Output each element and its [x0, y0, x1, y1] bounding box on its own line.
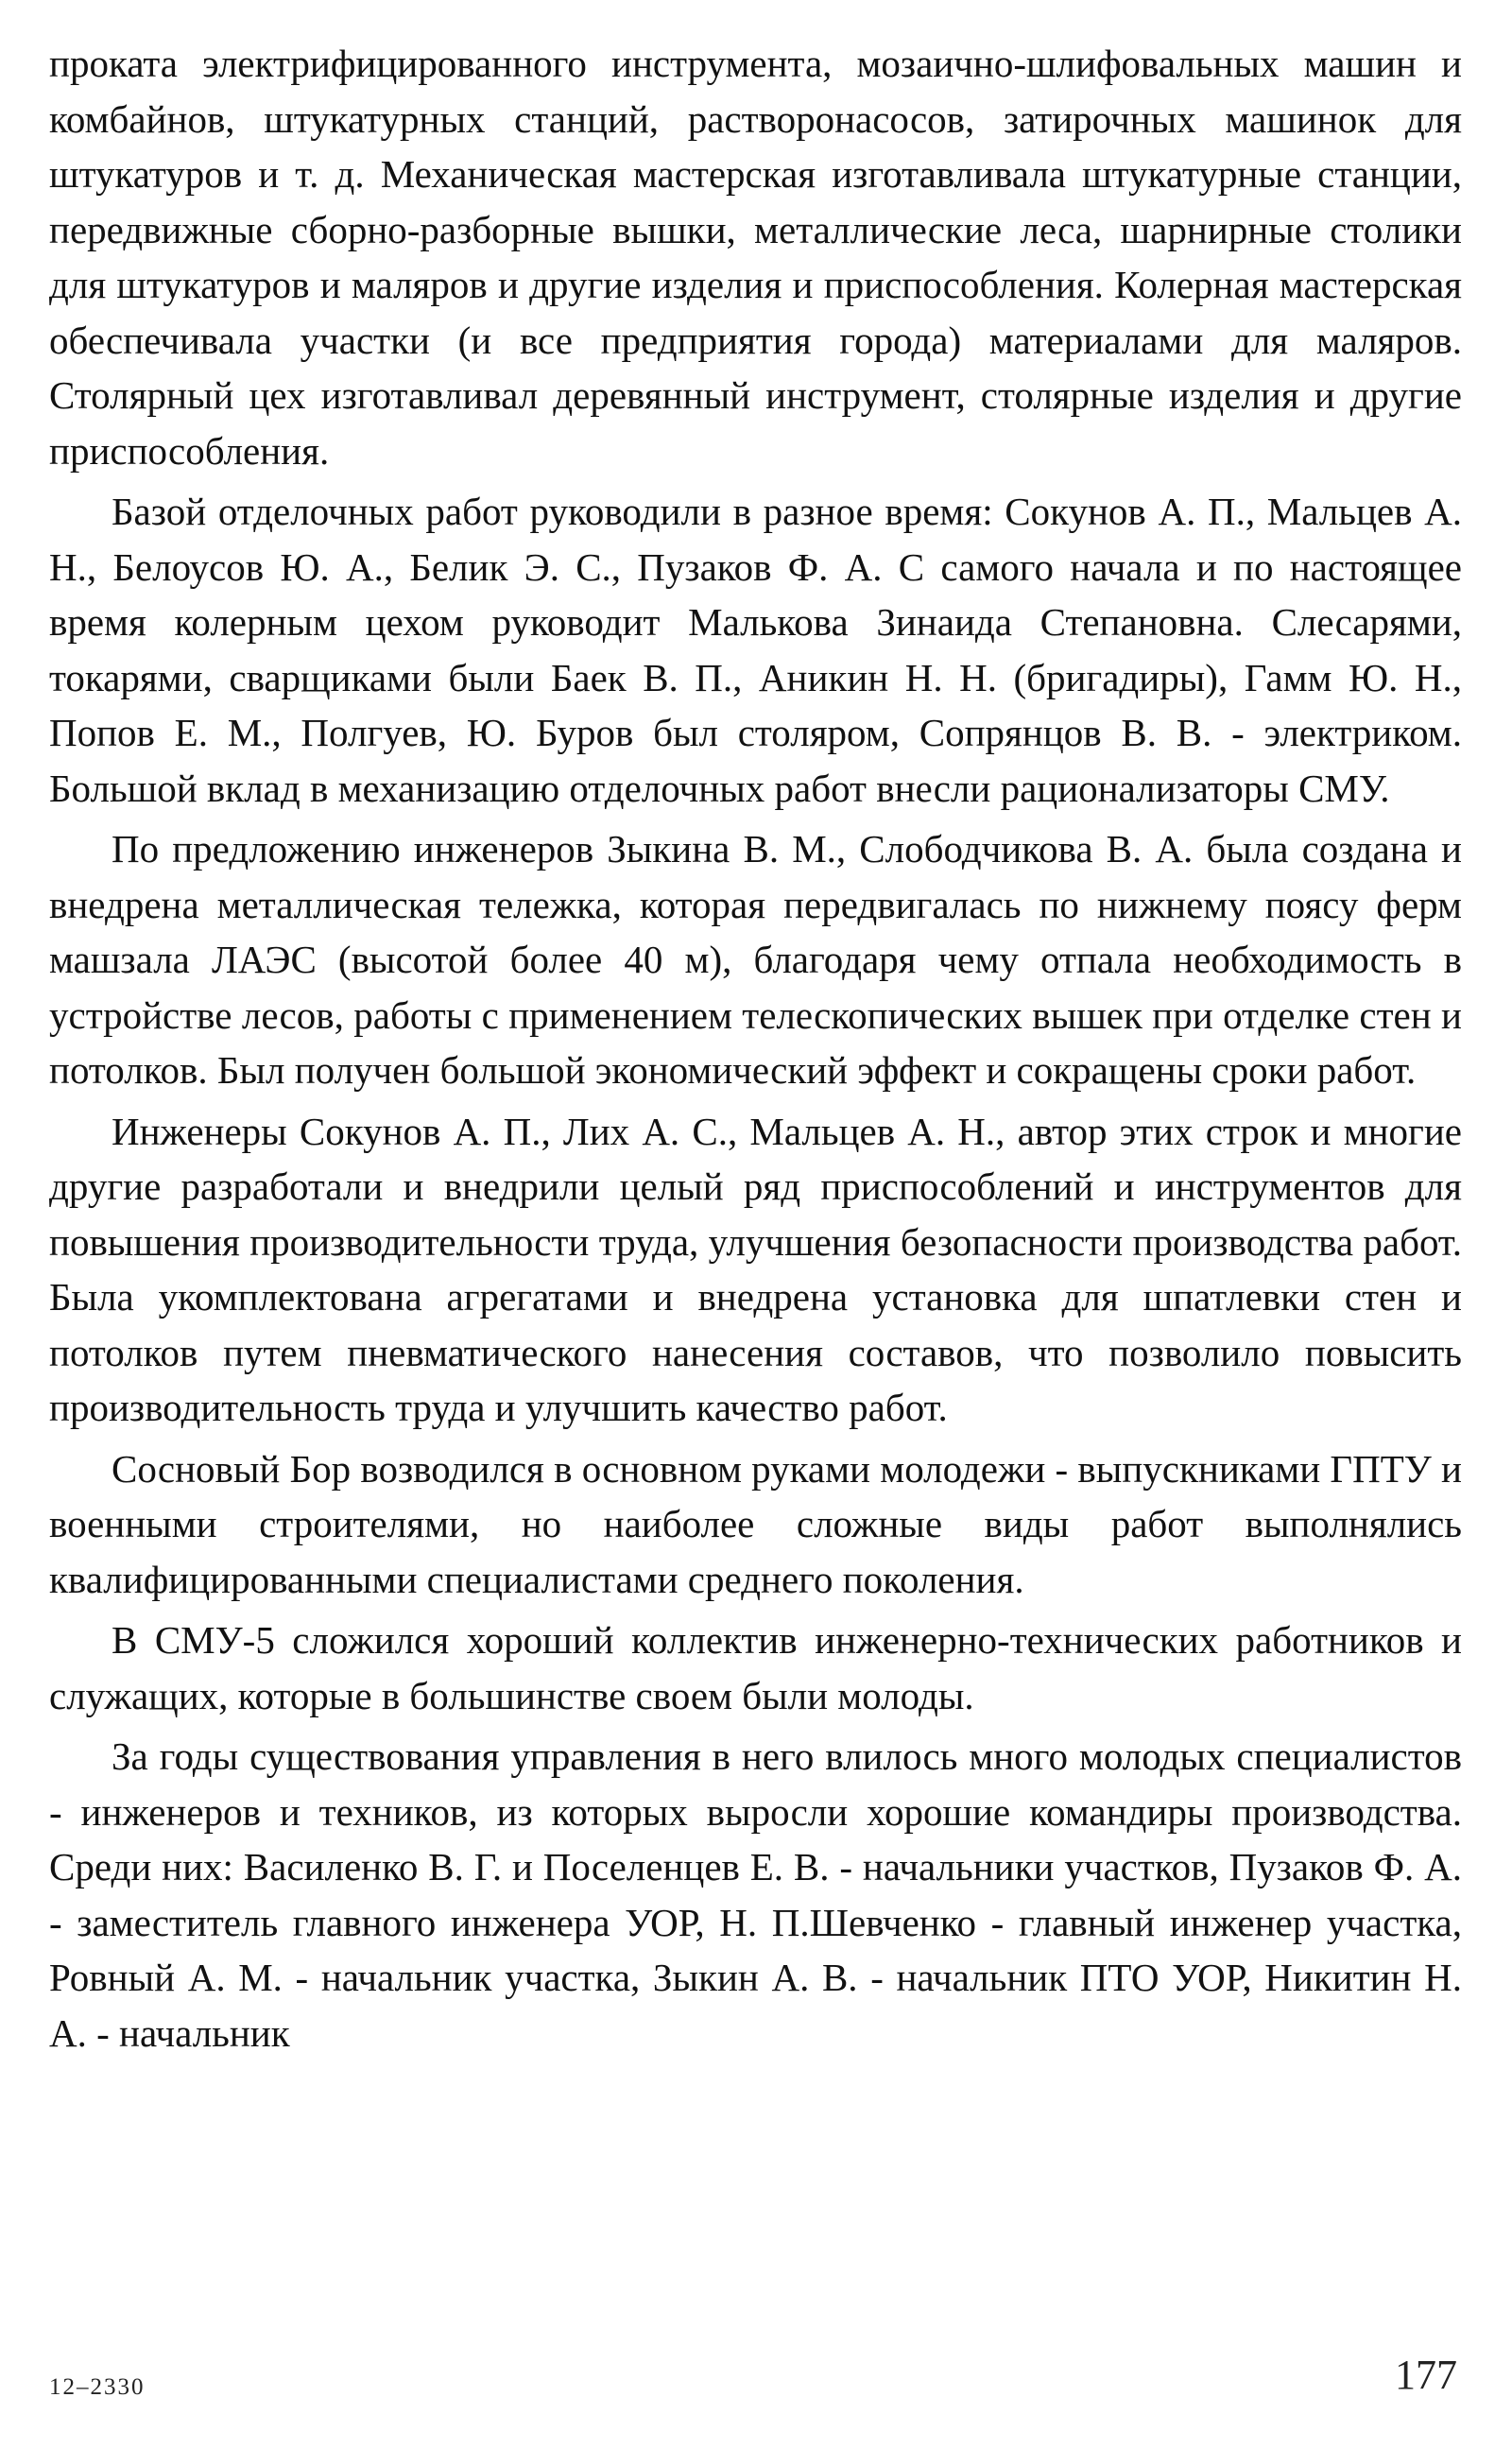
printer-signature: 12–2330 [49, 2374, 146, 2400]
paragraph-continuation: проката электрифицированного инструмента, мозаично-шлифовальных машин и комбайнов, штукатурных станций, растворонасосов, затирочных машинок для штукатуров и т. д. Механическая мастерская изготавливала штукатурные станции, передвижные сборно-разборные вышки, металлические леса, шарнирные столики для штукатуров и маляров и другие изделия и приспособления. Колерная мастерская обеспечивала участки (и все предприятия города) материалами для маляров. Столярный цех изготавливал деревянный инструмент, столярные изделия и другие приспособления. [49, 42, 1462, 473]
paragraph-smu5-collective: В СМУ-5 сложился хороший коллектив инженерно-технических работников и служащих, которые в большинстве своем были молоды. [49, 1618, 1462, 1717]
paragraph-metal-trolley: По предложению инженеров Зыкина В. М., Слободчикова В. А. была создана и внедрена металлическая тележка, которая передвигалась по нижнему поясу ферм машзала ЛАЭС (высотой более 40 м), благодаря чему отпала необходимость в устройстве лесов, работы с применением телескопических вышек при отделке стен и потолков. Был получен большой экономический эффект и сокращены сроки работ. [49, 827, 1462, 1092]
paragraph-young-specialists: За годы существования управления в него влилось много молодых специалистов - инженеров и техников, из которых выросли хорошие командиры производства. Среди них: Василенко В. Г. и Поселенцев Е. В. - начальники участков, Пузаков Ф. А. - заместитель главного инженера УОР, Н. П.Шевченко - главный инженер участка, Ровный А. М. - начальник участка, Зыкин А. В. - начальник ПТО УОР, Никитин Н. А. - начальник [49, 1734, 1462, 2055]
paragraph-finishing-base-heads: Базой отделочных работ руководили в разное время: Сокунов А. П., Мальцев А. Н., Белоусов Ю. А., Белик Э. С., Пузаков Ф. А. С самого начала и по настоящее время колерным цехом руководит Малькова Зинаида Степановна. Слесарями, токарями, сварщиками были Баек В. П., Аникин Н. Н. (бригадиры), Гамм Ю. Н., Попов Е. М., Полгуев, Ю. Буров был столяром, Сопрянцов В. В. - электриком. Большой вклад в механизацию отделочных работ внесли рационализаторы СМУ. [49, 490, 1462, 810]
page-number: 177 [1395, 2352, 1457, 2398]
paragraph-engineers-devices: Инженеры Сокунов А. П., Лих А. С., Мальцев А. Н., автор этих строк и многие другие разработали и внедрили целый ряд приспособлений и инструментов для повышения производительности труда, улучшения безопасности производства работ. Была укомплектована агрегатами и внедрена установка для шпатлевки стен и потолков путем пневматического нанесения составов, что позволило повысить производительность труда и улучшить качество работ. [49, 1109, 1462, 1429]
body-text [49, 36, 1462, 2066]
paragraph-sosnovy-bor: Сосновый Бор возводился в основном руками молодежи - выпускниками ГПТУ и военными строителями, но наиболее сложные виды работ выполнялись квалифицированными специалистами среднего поколения. [49, 1446, 1462, 1601]
